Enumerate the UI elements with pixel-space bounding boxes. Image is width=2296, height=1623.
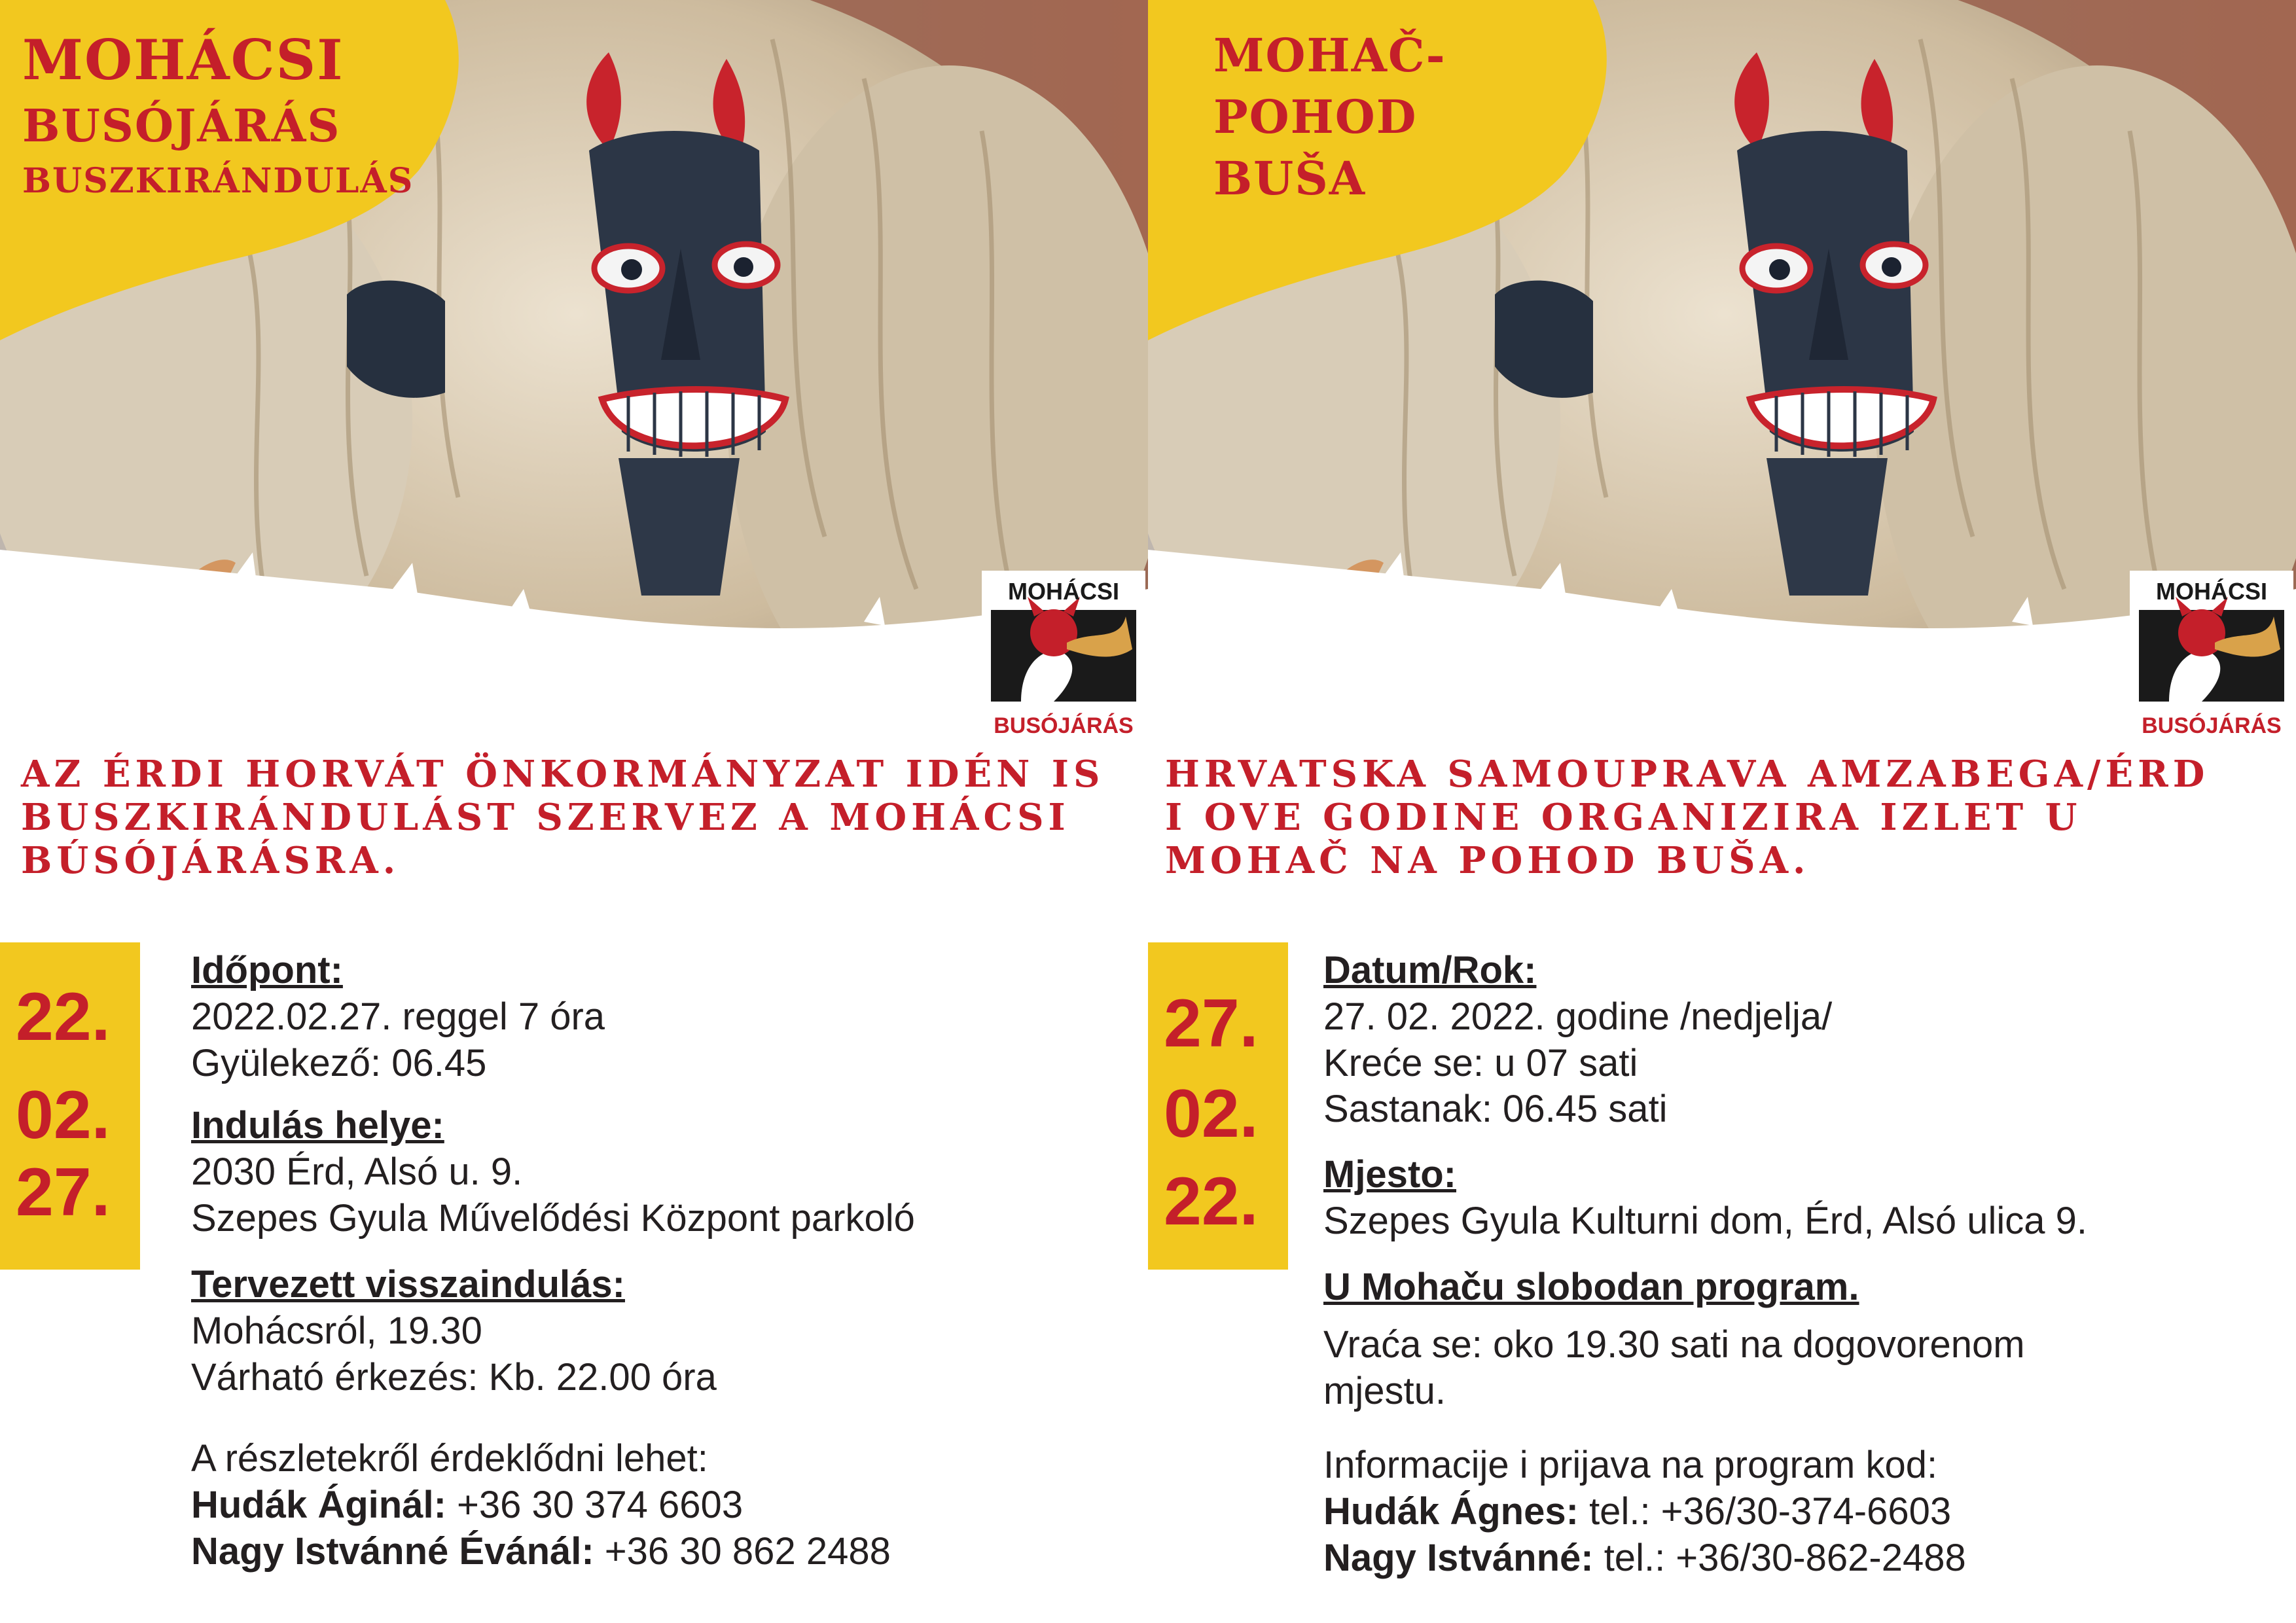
contact-1 (1323, 1489, 1966, 1535)
busojaras-logo (2130, 571, 2293, 747)
logo-top-text: MOHÁCSI (2156, 578, 2267, 605)
contact-1-name: Hudák Áginál: (191, 1483, 446, 1526)
date-line-3: Sastanak: 06.45 sati (1323, 1088, 1668, 1131)
headline-line-1: AZ ÉRDI HORVÁT ÖNKORMÁNYZAT IDÉN IS (21, 753, 1105, 796)
contact-2-name: Nagy Istvánné Évánál: (191, 1529, 594, 1573)
contact-1-name: Hudák Ágnes: (1323, 1489, 1579, 1533)
date-part-1: 27. (1164, 986, 1259, 1061)
contact-2-name: Nagy Istvánné: (1323, 1536, 1594, 1579)
date-part-3: 27. (16, 1154, 111, 1230)
contact-intro: A részletekről érdeklődni lehet: (191, 1437, 708, 1480)
title-badge (0, 0, 497, 340)
place-line-1: 2030 Érd, Alsó u. 9. (191, 1150, 523, 1193)
program-section (1323, 1264, 1859, 1311)
contact-1-phone: +36 30 374 6603 (446, 1483, 744, 1526)
headline-line-1: HRVATSKA SAMOUPRAVA AMZABEGA/ÉRD (1165, 753, 2210, 796)
title-line-3: BUŠA (1213, 151, 1367, 205)
return-line-2: mjestu. (1323, 1369, 1446, 1412)
contact-intro: Informacije i prijava na program kod: (1323, 1444, 1938, 1486)
date-part-2: 02. (1164, 1076, 1259, 1152)
date-line-1: 27. 02. 2022. godine /nedjelja/ (1323, 995, 1833, 1038)
date-box (1148, 942, 1288, 1270)
title-line-2: POHOD (1213, 90, 1418, 144)
place-line-2: Szepes Gyula Művelődési Központ parkoló (191, 1196, 915, 1240)
date-part-1: 22. (16, 979, 111, 1055)
program-heading: U Mohaču slobodan program. (1323, 1266, 1859, 1308)
return-section (191, 1262, 717, 1400)
headline (21, 753, 1134, 882)
return-section (1323, 1322, 2025, 1415)
time-line-1: 2022.02.27. reggel 7 óra (191, 995, 605, 1038)
logo-top-text: MOHÁCSI (1008, 578, 1119, 605)
place-section (191, 1103, 915, 1241)
headline-line-2: I OVE GODINE ORGANIZIRA IZLET U (1165, 796, 2082, 840)
contact-2 (1323, 1535, 1966, 1582)
title-line-3: BUSZKIRÁNDULÁS (22, 161, 414, 201)
busojaras-logo (982, 571, 1145, 747)
contact-2-phone: tel.: +36/30-862-2488 (1593, 1536, 1966, 1579)
headline-line-3: BÚSÓJÁRÁSRA. (21, 839, 401, 883)
contact-2-phone: +36 30 862 2488 (594, 1529, 891, 1573)
contact-section (1323, 1442, 1966, 1581)
headline (1165, 753, 2278, 882)
title-badge (1148, 0, 1645, 340)
place-heading: Indulás helye: (191, 1104, 444, 1147)
place-line-1: Szepes Gyula Kulturni dom, Érd, Alsó ulica 9. (1323, 1199, 2088, 1242)
headline-line-2: BUSZKIRÁNDULÁST SZERVEZ A MOHÁCSI (21, 796, 1070, 840)
date-line-2: Kreće se: u 07 sati (1323, 1041, 1638, 1084)
return-heading: Tervezett visszaindulás: (191, 1263, 625, 1306)
date-box (0, 942, 140, 1270)
date-heading: Datum/Rok: (1323, 949, 1537, 991)
date-part-3: 22. (1164, 1164, 1259, 1240)
contact-2 (191, 1529, 891, 1575)
title-line-1: MOHAČ- (1213, 28, 1446, 82)
return-line-1: Mohácsról, 19.30 (191, 1309, 482, 1352)
headline-line-3: MOHAČ NA POHOD BUŠA. (1165, 839, 1810, 883)
return-line-1: Vraća se: oko 19.30 sati na dogovorenom (1323, 1323, 2025, 1366)
time-section (191, 948, 605, 1086)
logo-bottom-text: BUSÓJÁRÁS (2142, 713, 2282, 738)
contact-1 (191, 1482, 891, 1529)
contact-section (191, 1436, 891, 1575)
date-part-2: 02. (16, 1077, 111, 1153)
place-heading: Mjesto: (1323, 1153, 1456, 1196)
place-section (1323, 1152, 2087, 1245)
time-line-2: Gyülekező: 06.45 (191, 1041, 487, 1084)
date-section (1323, 948, 1832, 1133)
flyer-croatian (1148, 0, 2296, 1623)
return-line-2: Várható érkezés: Kb. 22.00 óra (191, 1355, 717, 1399)
time-heading: Időpont: (191, 949, 343, 991)
contact-1-phone: tel.: +36/30-374-6603 (1578, 1489, 1952, 1533)
title-line-2: BUSÓJÁRÁS (22, 100, 341, 152)
title-line-1: MOHÁCSI (22, 27, 344, 92)
logo-bottom-text: BUSÓJÁRÁS (994, 713, 1134, 738)
